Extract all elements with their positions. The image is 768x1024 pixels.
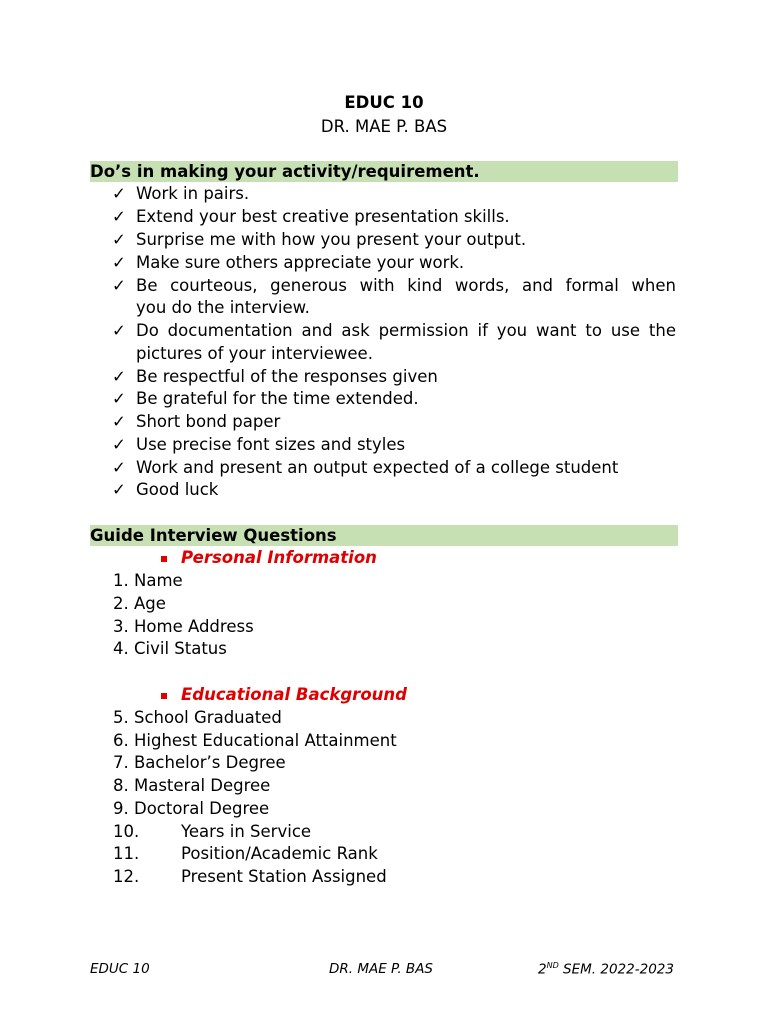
footer-semester-text: SEM. 2022-2023 <box>558 961 674 978</box>
check-icon: ✓ <box>112 230 126 249</box>
check-icon: ✓ <box>112 412 126 431</box>
dos-item: Work and present an output expected of a college student <box>136 458 619 477</box>
check-icon: ✓ <box>112 184 126 203</box>
dos-item: Be grateful for the time extended. <box>136 389 419 408</box>
question-item: 7. Bachelor’s Degree <box>113 753 286 772</box>
dos-item: Good luck <box>136 480 219 499</box>
check-icon: ✓ <box>112 367 126 386</box>
check-icon: ✓ <box>112 276 126 295</box>
course-title: EDUC 10 <box>344 93 424 112</box>
question-item: 2. Age <box>113 594 166 613</box>
educational-background-title: Educational Background <box>181 685 407 704</box>
dos-item: Be respectful of the responses given <box>136 367 438 386</box>
guide-heading: Guide Interview Questions <box>90 525 678 546</box>
footer-semester <box>538 961 674 978</box>
footer-instructor: DR. MAE P. BAS <box>329 961 433 977</box>
check-icon: ✓ <box>112 480 126 499</box>
question-number: 12. <box>113 867 140 886</box>
question-text: Present Station Assigned <box>181 867 387 886</box>
footer-semester-num: 2 <box>538 961 547 978</box>
question-item: 6. Highest Educational Attainment <box>113 731 397 750</box>
check-icon: ✓ <box>112 389 126 408</box>
dos-item: Do documentation and ask permission if you want to use the <box>136 321 676 340</box>
question-item: 3. Home Address <box>113 617 254 636</box>
dos-item-continuation: pictures of your interviewee. <box>136 344 373 363</box>
dos-item: Extend your best creative presentation skills. <box>136 207 510 226</box>
question-item: 8. Masteral Degree <box>113 776 271 795</box>
personal-info-title: Personal Information <box>181 548 377 567</box>
question-number: 10. <box>113 822 140 841</box>
check-icon: ✓ <box>112 207 126 226</box>
check-icon: ✓ <box>112 435 126 454</box>
square-bullet-icon <box>161 693 167 699</box>
square-bullet-icon <box>161 556 167 562</box>
question-item: 1. Name <box>113 571 183 590</box>
question-text: Position/Academic Rank <box>181 844 378 863</box>
dos-item-continuation: you do the interview. <box>136 298 310 317</box>
dos-item: Be courteous, generous with kind words, and formal when <box>136 276 676 295</box>
check-icon: ✓ <box>112 253 126 272</box>
question-item: 5. School Graduated <box>113 708 282 727</box>
dos-item: Surprise me with how you present your output. <box>136 230 527 249</box>
instructor-name: DR. MAE P. BAS <box>320 117 448 136</box>
dos-item: Work in pairs. <box>136 184 250 203</box>
question-text: Years in Service <box>181 822 312 841</box>
check-icon: ✓ <box>112 458 126 477</box>
dos-item: Use precise font sizes and styles <box>136 435 406 454</box>
question-item: 9. Doctoral Degree <box>113 799 270 818</box>
dos-item: Make sure others appreciate your work. <box>136 253 465 272</box>
question-item: 4. Civil Status <box>113 639 227 658</box>
dos-item: Short bond paper <box>136 412 281 431</box>
question-number: 11. <box>113 844 140 863</box>
footer-semester-ordinal: ND <box>546 961 559 970</box>
footer-course: EDUC 10 <box>90 961 150 977</box>
dos-heading: Do’s in making your activity/requirement. <box>90 161 678 182</box>
check-icon: ✓ <box>112 321 126 340</box>
